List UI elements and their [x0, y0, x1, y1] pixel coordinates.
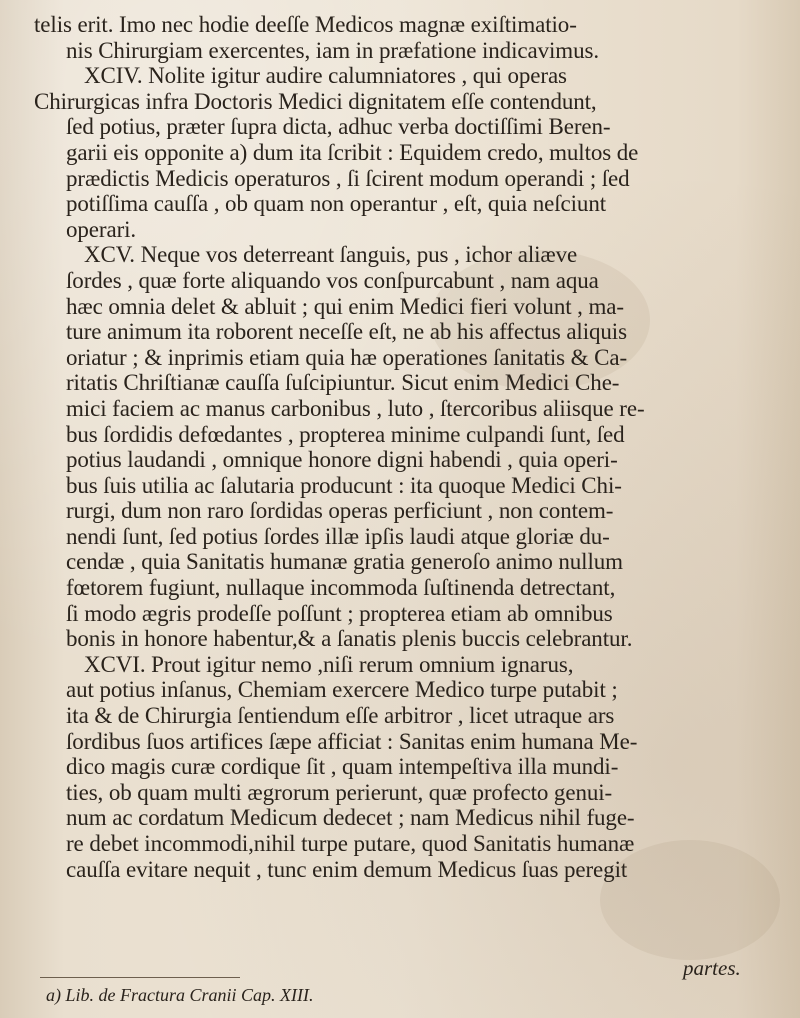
text-line: operari. — [66, 216, 137, 242]
text-line: ritatis Chriſtianæ cauſſa ſuſcipiuntur. Sicut enim Medici Che- — [66, 370, 620, 396]
text-line: ſed potius, præter ſupra dicta, adhuc verba doctiſſimi Beren- — [66, 114, 611, 140]
text-line: rurgi, dum non raro ſordidas operas perficiunt , non contem- — [66, 498, 614, 524]
text-line: oriatur ; & inprimis etiam quia hæ operationes ſanitatis & Ca- — [66, 344, 628, 370]
text-line: bus ſordidis defœdantes , propterea minime culpandi ſunt, ſed — [66, 421, 625, 447]
text-line: mici faciem ac manus carbonibus , luto , ſtercoribus aliisque re- — [66, 395, 645, 421]
text-line: ſordibus ſuos artifices ſæpe afficiat : Sanitas enim humana Me- — [66, 728, 638, 754]
footnote-rule — [40, 977, 240, 978]
text-line: garii eis opponite a) dum ita ſcribit : Equidem credo, multos de — [66, 139, 639, 165]
section-heading-line: XCVI. Prout igitur nemo ,niſi rerum omnium ignarus, — [84, 651, 574, 677]
footnote: a) Lib. de Fractura Cranii Cap. XIII. — [46, 985, 314, 1005]
text-line: bus ſuis utilia ac ſalutaria producunt : ita quoque Medici Chi- — [66, 472, 622, 498]
text-line: Chirurgicas infra Doctoris Medici dignitatem eſſe contendunt, — [34, 88, 597, 114]
text-line: ties, ob quam multi ægrorum perierunt, quæ profecto genui- — [66, 779, 613, 805]
body-text — [34, 12, 782, 882]
section-heading-line: XCIV. Nolite igitur audire calumniatores , qui operas — [84, 63, 567, 89]
text-line: fœtorem fugiunt, nullaque incommoda ſuſtinenda detrectant, — [66, 575, 616, 601]
text-line: ita & de Chirurgia ſentiendum eſſe arbitror , licet utraque ars — [66, 703, 615, 729]
catchword: partes. — [683, 956, 741, 980]
text-line: hæc omnia delet & abluit ; qui enim Medici fieri volunt , ma- — [66, 293, 624, 319]
text-line: nis Chirurgiam exercentes, iam in præfatione indicavimus. — [66, 37, 599, 63]
text-line: bonis in honore habentur,& a ſanatis plenis buccis celebrantur. — [66, 626, 633, 652]
text-line: dico magis curæ cordique ſit , quam intempeſtiva illa mundi- — [66, 754, 619, 780]
text-line: potiſſima cauſſa , ob quam non operantur , eſt, quia neſciunt — [66, 191, 607, 217]
text-line: num ac cordatum Medicum dedecet ; nam Medicus nihil fuge- — [66, 805, 635, 831]
text-line: nendi ſunt, ſed potius ſordes illæ ipſis laudi atque gloriæ du- — [66, 523, 610, 549]
text-line: prædictis Medicis operaturos , ſi ſcirent modum operandi ; ſed — [66, 165, 630, 191]
text-line: cauſſa evitare nequit , tunc enim demum Medicus ſuas peregit — [66, 856, 628, 882]
text-line: aut potius inſanus, Chemiam exercere Medico turpe putabit ; — [66, 677, 618, 703]
text-line: telis erit. Imo nec hodie deeſſe Medicos magnæ exiſtimatio- — [34, 12, 577, 37]
text-line: potius laudandi , omnique honore digni habendi , quia operi- — [66, 447, 618, 473]
text-line: ture animum ita roborent neceſſe eſt, ne ab his affectus aliquis — [66, 319, 627, 345]
text-line: cendæ , quia Sanitatis humanæ gratia generoſo animo nullum — [66, 549, 623, 575]
section-heading-line: XCV. Neque vos deterreant ſanguis, pus , ichor aliæve — [84, 242, 578, 268]
text-line: ſordes , quæ forte aliquando vos conſpurcabunt , nam aqua — [66, 267, 599, 293]
text-line: ſi modo ægris prodeſſe poſſunt ; propterea etiam ab omnibus — [66, 600, 613, 626]
text-line: re debet incommodi,nihil turpe putare, quod Sanitatis humanæ — [66, 831, 635, 856]
